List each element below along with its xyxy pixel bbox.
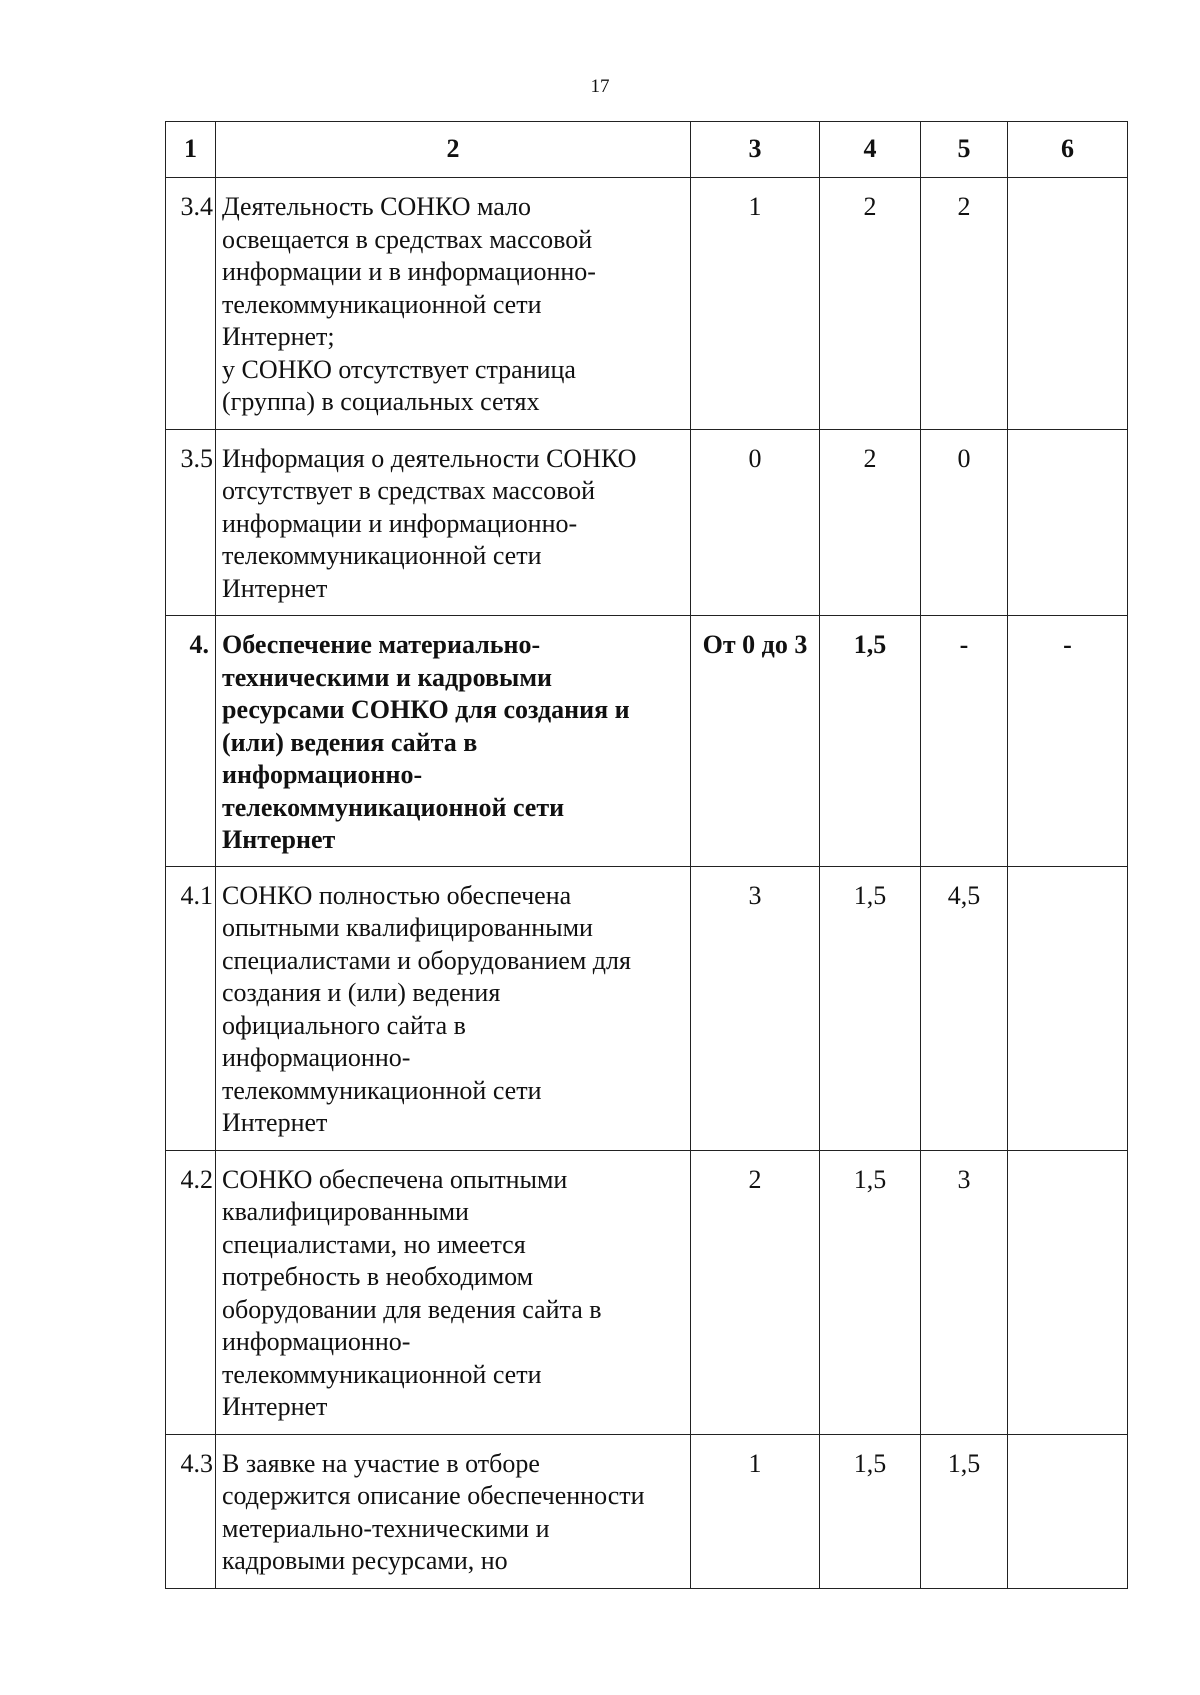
description-line: телекоммуникационной сети <box>222 289 542 319</box>
row-number: 4.2 <box>166 1150 216 1434</box>
row-description <box>216 178 691 430</box>
table-row <box>166 866 1128 1150</box>
description-line: официального сайта в <box>222 1010 466 1040</box>
row-number: 4.1 <box>166 866 216 1150</box>
row-number: 4. <box>166 616 216 867</box>
page-number: 17 <box>590 76 610 97</box>
description-line: создания и (или) ведения <box>222 978 501 1007</box>
description-line: Интернет <box>222 825 336 854</box>
row-value-col4: 1,5 <box>820 616 921 867</box>
description-line: (группа) в социальных сетях <box>222 387 540 416</box>
description-line: информации и информационно- <box>222 508 578 538</box>
description-line: кадровыми ресурсами, но <box>222 1546 508 1575</box>
row-value-col6 <box>1008 429 1128 616</box>
row-value-col4: 1,5 <box>820 1150 921 1434</box>
row-value-col4: 2 <box>820 178 921 430</box>
description-line: Интернет; <box>222 322 335 351</box>
description-line: оборудовании для ведения сайта в <box>222 1294 602 1324</box>
description-line: техническими и кадровыми <box>222 662 553 692</box>
row-value-col5: 0 <box>921 429 1008 616</box>
description-line: метериально-техническими и <box>222 1513 550 1543</box>
description-line: информационно- <box>222 760 423 789</box>
row-value-col5: 2 <box>921 178 1008 430</box>
section-row <box>166 616 1128 867</box>
row-value-col3: 3 <box>691 866 820 1150</box>
description-line: Деятельность СОНКО мало <box>222 192 531 221</box>
column-header-2: 2 <box>216 122 691 178</box>
description-line: ресурсами СОНКО для создания и <box>222 695 630 724</box>
description-line: содержится описание обеспеченности <box>222 1481 645 1510</box>
description-line: В заявке на участие в отборе <box>222 1448 540 1478</box>
row-description <box>216 429 691 616</box>
row-value-col5: 1,5 <box>921 1434 1008 1588</box>
description-line: СОНКО полностью обеспечена <box>222 880 572 910</box>
description-line: специалистами и оборудованием для <box>222 945 631 975</box>
description-line: телекоммуникационной сети <box>222 1359 542 1389</box>
table-row <box>166 429 1128 616</box>
column-header-5: 5 <box>921 122 1008 178</box>
description-line: СОНКО обеспечена опытными <box>222 1164 568 1194</box>
description-line: специалистами, но имеется <box>222 1229 526 1259</box>
table-row <box>166 178 1128 430</box>
row-description <box>216 866 691 1150</box>
description-line: Обеспечение материально- <box>222 630 541 659</box>
column-header-3: 3 <box>691 122 820 178</box>
description-line: Интернет <box>222 573 328 603</box>
row-number: 3.5 <box>166 429 216 616</box>
row-value-col3: От 0 до 3 <box>691 616 820 867</box>
description-line: информационно- <box>222 1327 411 1356</box>
description-line: Информация о деятельности СОНКО <box>222 443 637 473</box>
description-line: телекоммуникационной сети <box>222 541 542 570</box>
row-value-col5: - <box>921 616 1008 867</box>
column-header-6: 6 <box>1008 122 1128 178</box>
row-value-col6 <box>1008 1150 1128 1434</box>
description-line: освещается в средствах массовой <box>222 224 593 254</box>
description-line: (или) ведения сайта в <box>222 727 478 757</box>
column-header-1: 1 <box>166 122 216 178</box>
row-description <box>216 616 691 867</box>
row-value-col3: 2 <box>691 1150 820 1434</box>
table-row <box>166 1150 1128 1434</box>
description-line: опытными квалифицированными <box>222 913 593 942</box>
table-header-row <box>166 122 1128 178</box>
description-line: у СОНКО отсутствует страница <box>222 354 576 384</box>
row-value-col6: - <box>1008 616 1128 867</box>
description-line: телекоммуникационной сети <box>222 792 565 822</box>
description-line: квалифицированными <box>222 1197 469 1226</box>
description-line: отсутствует в средствах массовой <box>222 476 596 505</box>
description-line: информационно- <box>222 1043 411 1072</box>
row-value-col6 <box>1008 866 1128 1150</box>
row-value-col5: 4,5 <box>921 866 1008 1150</box>
row-value-col6 <box>1008 1434 1128 1588</box>
row-value-col6 <box>1008 178 1128 430</box>
row-value-col3: 1 <box>691 1434 820 1588</box>
table-row <box>166 1434 1128 1588</box>
description-line: потребность в необходимом <box>222 1262 534 1291</box>
row-value-col4: 1,5 <box>820 1434 921 1588</box>
row-value-col3: 1 <box>691 178 820 430</box>
description-line: телекоммуникационной сети <box>222 1075 542 1105</box>
row-description <box>216 1150 691 1434</box>
criteria-table <box>165 121 1128 1589</box>
row-description <box>216 1434 691 1588</box>
row-number: 4.3 <box>166 1434 216 1588</box>
row-value-col4: 1,5 <box>820 866 921 1150</box>
row-value-col4: 2 <box>820 429 921 616</box>
description-line: Интернет <box>222 1108 328 1137</box>
row-number: 3.4 <box>166 178 216 430</box>
description-line: Интернет <box>222 1392 328 1421</box>
row-value-col3: 0 <box>691 429 820 616</box>
column-header-4: 4 <box>820 122 921 178</box>
description-line: информации и в информационно- <box>222 257 596 286</box>
row-value-col5: 3 <box>921 1150 1008 1434</box>
